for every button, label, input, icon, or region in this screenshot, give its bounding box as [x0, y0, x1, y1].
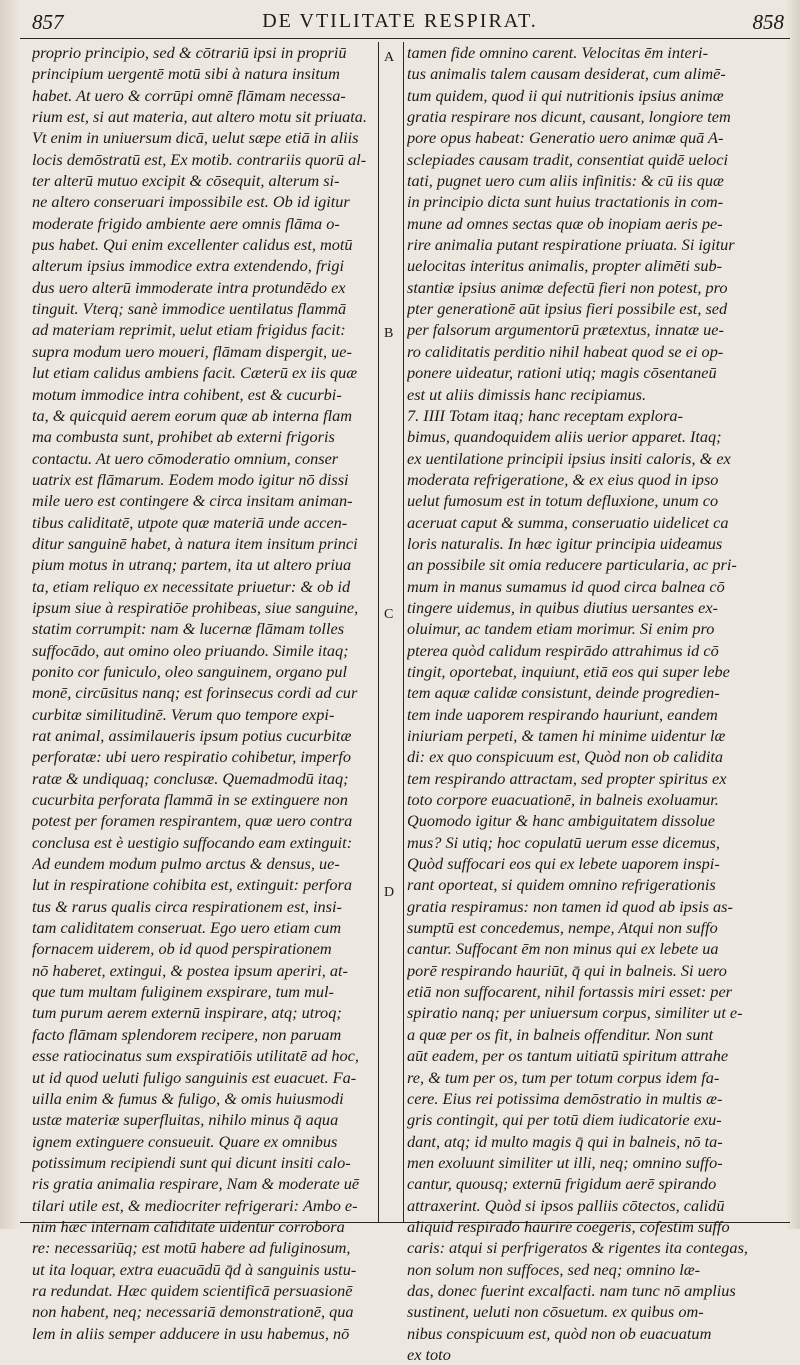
- text-line: mum in manus sumamus id quod circa balnea cō: [407, 576, 725, 596]
- text-line: iniuriam perpeti, & tamen hi minime uidentur læ: [407, 726, 726, 745]
- text-line: tilari utile est, & mediocriter refrigerari: Ambo e-: [32, 1195, 358, 1215]
- column-divider-left: [378, 42, 379, 1222]
- text-line: non solum non suffoces, sed neq; omnino læ-: [407, 1259, 701, 1279]
- text-line: etiā non suffocarent, nihil fortassis miri esset: per: [407, 982, 733, 1002]
- text-line: fornacem uiderem, ob id quod perspirationem: [32, 939, 332, 959]
- text-line: ipsum siue à respiratiōe prohibeas, siue sanguine,: [32, 597, 359, 617]
- text-line: uilla enim & fumus & fuligo, & omis huiusmodi: [32, 1088, 344, 1108]
- text-line: tus animalis talem causam desiderat, cum alimē-: [407, 64, 726, 84]
- text-line: contactu. At uero cōmoderatio omnium, conser: [32, 448, 339, 468]
- text-line: caris: atqui si perfrigeratos & rigentes ita contegas,: [407, 1238, 748, 1258]
- text-line: an possibile sit omia reducere particularia, ac pri-: [407, 555, 737, 575]
- text-line: tum purum aerem externū inspirare, atq; utroq;: [32, 1003, 342, 1023]
- text-line: tam caliditatem conseruat. Ego uero etiam cum: [32, 918, 342, 938]
- text-line: mune ad omnes sectas quæ ob inopiam aeris pe-: [407, 213, 723, 233]
- section-marker-d: D: [384, 885, 395, 900]
- text-line: gratia respiramus: non tamen id quod ab ipsis as-: [407, 896, 733, 916]
- text-line: ut id quod ueluti fuligo sanguinis est euacuet. Fa-: [32, 1067, 357, 1087]
- column-divider-right: [403, 42, 404, 1222]
- text-line: uelocitas interitus animalis, propter alimēti sub-: [407, 256, 723, 276]
- text-line: sustinent, ueluti non cōsuetum. ex quibus om-: [407, 1302, 704, 1322]
- text-line: sumptū est concedemus, nempe, Atqui non suffo: [407, 918, 718, 938]
- text-line: attraxerint. Quòd si ipsos palliis cōtectos, calidū: [407, 1195, 725, 1215]
- text-line: stantiæ ipsius animæ defectū fieri non potest, pro: [407, 277, 728, 297]
- text-line: motum immodice intra cohibent, est & cucurbi-: [32, 384, 342, 404]
- text-line: rire animalia putant respiratione priuata. Si igitur: [407, 235, 735, 255]
- text-line: potest per foramen respirantem, quæ uero contra: [32, 811, 353, 831]
- text-line: per falsorum argumentorū prætextus, innatæ ue-: [407, 320, 724, 340]
- text-line: rium est, si aut materia, aut altero motu sit priuata.: [32, 107, 367, 127]
- text-line: moderata refrigeratione, & ex eius quod in ipso: [407, 469, 719, 489]
- text-line: tem respirando attractam, sed propter spiritus ex: [407, 768, 727, 788]
- text-line: 7. IIII Totam itaq; hanc receptam explora-: [407, 405, 683, 425]
- running-title: DE VTILITATE RESPIRAT.: [262, 10, 538, 32]
- text-line: Quòd suffocari eos qui ex lebete uaporem inspi-: [407, 854, 720, 874]
- text-line: loris naturalis. In hæc igitur principia uideamus: [407, 533, 723, 553]
- text-line: cantur. Suffocant ēm non minus qui ex lebete ua: [407, 939, 719, 959]
- text-line: porē respirando hauriūt, q̄ qui in balneis. Si uero: [407, 960, 727, 980]
- text-line: suffocādo, aut omino oleo priuando. Simile itaq;: [32, 640, 349, 660]
- text-line: nibus conspicuum est, quòd non ob euacuatum: [407, 1323, 712, 1343]
- text-line: lut etiam calidus ambiens facit. Cæterū ex iis quæ: [32, 363, 358, 383]
- text-line: mile uero est contingere & circa insitam animan-: [32, 491, 353, 511]
- text-line: tingit, oportebat, inquiunt, etiā eos qui super lebe: [407, 661, 730, 681]
- text-line: tem inde uaporem respirando hauriunt, eandem: [407, 704, 718, 724]
- text-line: mus? Si utiq; hoc copulatū uerum esse dicemus,: [407, 832, 720, 852]
- text-line: ponito cor funiculo, oleo sanguinem, organo pul: [32, 661, 348, 681]
- text-line: esse ratiocinatus sum exspiratiōis utilitatē ad hoc,: [32, 1046, 359, 1066]
- text-line: locis demōstratū est, Ex motib. contrariis quorū al-: [32, 149, 367, 169]
- text-line: toto corpore euacuationē, in balneis exoluamur.: [407, 790, 719, 810]
- text-line: ta, etiam reliquo ex necessitate priuetur: & ob id: [32, 576, 351, 596]
- running-header: [0, 8, 800, 42]
- text-line: tinguit. Vterq; sanè immodice uentilatus flammā: [32, 299, 347, 319]
- text-line: statim corrumpit: nam & lucernæ flāmam tolles: [32, 619, 345, 639]
- text-line: gris contingit, qui per totū diem iudicatorie exu-: [407, 1110, 722, 1130]
- text-line: que tum multam fuliginem exspirare, tum mul-: [32, 982, 334, 1002]
- text-line: dant, atq; id multo magis q̄ qui in balneis, nō ta-: [407, 1131, 723, 1151]
- text-line: proprio principio, sed & cōtrariū ipsi in propriū: [32, 43, 347, 62]
- page-number-left: 857: [32, 10, 64, 34]
- text-line: nō haberet, extingui, & postea ipsum aperiri, at-: [32, 960, 348, 980]
- text-line: uatrix est flāmarum. Eodem modo igitur nō dissi: [32, 469, 349, 489]
- text-line: lem in aliis semper adducere in usu habemus, nō: [32, 1323, 350, 1343]
- text-line: tibus caliditatē, utpote quæ materiā unde accen-: [32, 512, 348, 532]
- text-line: das, donec fuerint excalfacti. nam tunc nō amplius: [407, 1280, 736, 1300]
- text-line: principium uergentē motū sibi à natura insitum: [32, 64, 340, 84]
- text-line: dus uero alterū immoderate intra protundēdo ex: [32, 277, 346, 297]
- text-line: lut in respiratione cohibita est, extinguit: perfora: [32, 875, 353, 895]
- section-marker-b: B: [384, 326, 394, 341]
- bottom-rule: [20, 1222, 790, 1223]
- text-line: non habent, neq; necessariā demonstrationē, qua: [32, 1302, 354, 1322]
- right-text-column: [407, 42, 769, 1365]
- text-line: rant oporteat, si quidem omnino refrigerationis: [407, 875, 716, 895]
- text-line: ut ita loquar, extra euacuādū q̄d à sanguinis ustu-: [32, 1259, 357, 1279]
- text-line: rat animal, assimilaueris ipsum potius cucurbitæ: [32, 726, 352, 745]
- text-line: Quomodo igitur & hanc ambiguitatem dissolue: [407, 811, 715, 831]
- text-line: spiratio nanq; per uniuersum corpus, similiter ut e-: [407, 1003, 743, 1023]
- text-line: in principio dicta sunt huius tractationis in com-: [407, 192, 724, 212]
- text-line: re, & tum per os, tum per totum corpus idem fa-: [407, 1067, 720, 1087]
- page-edge-right: [786, 0, 800, 1229]
- text-line: ignem extinguere consueuit. Quare ex omnibus: [32, 1131, 338, 1151]
- text-line: moderate frigido ambiente aere omnis flāma o-: [32, 213, 340, 233]
- text-line: pter generationē aūt ipsius fieri possibile est, sed: [407, 299, 728, 319]
- text-line: habet. At uero & corrūpi omnē flāmam necessa-: [32, 85, 346, 105]
- text-line: aūt eadem, per os tantum uitiatū spiritum attrahe: [407, 1046, 729, 1066]
- text-line: cantur, quousq; externū frigidum aerē spirando: [407, 1174, 717, 1194]
- text-line: ratæ & undiquaq; conclusæ. Quemadmodū itaq;: [32, 768, 349, 788]
- text-line: perforatæ: ubi uero respiratio cohibetur, imperfo: [32, 747, 351, 767]
- text-line: tus & rarus qualis circa respirationem est, insi-: [32, 896, 342, 916]
- text-line: monē, circūsitus nanq; est forinsecus cordi ad cur: [32, 683, 358, 703]
- text-line: ponere uideatur, rationi utiq; magis cōsentaneū: [407, 363, 717, 383]
- text-line: ris gratia animalia respirare, Nam & moderate uē: [32, 1174, 360, 1194]
- page-number-right: 858: [752, 10, 784, 34]
- text-line: facto flāmam splendorem recipere, non paruam: [32, 1024, 342, 1044]
- text-line: gratia respirare nos dicunt, causant, longiore tem: [407, 107, 731, 127]
- text-line: ma combusta sunt, prohibet ab externi frigoris: [32, 427, 335, 447]
- text-line: nim hæc internam caliditatē uidentur corrobora: [32, 1216, 345, 1236]
- text-line: alterum ipsius immodice extra extendendo, frigi: [32, 256, 344, 276]
- text-line: aliquid respirādo haurire coegeris, cōfestim suffo: [407, 1216, 730, 1236]
- text-line: ditur sanguinē habet, à natura item insitum princi: [32, 533, 358, 553]
- page-edge-left: [0, 0, 20, 1229]
- text-line: cucurbita perforata flammā in se extinguere non: [32, 790, 348, 810]
- text-line: tum quidem, quod ii qui nutritionis ipsius animæ: [407, 85, 724, 105]
- text-line: conclusa est è uestigio suffocando eam extinguit:: [32, 832, 353, 852]
- text-line: ex uentilatione principii ipsius insiti caloris, & ex: [407, 448, 731, 468]
- text-line: sclepiades causam tradit, consentiat quidē ueloci: [407, 149, 729, 169]
- text-line: ter alterū mutuo excipit & cōsequit, alterum si-: [32, 171, 340, 191]
- text-line: ro caliditatis perditio nihil habeat quod se ei op-: [407, 341, 724, 361]
- text-line: ex toto: [407, 1344, 451, 1364]
- text-line: supra modum uero moueri, flāmam dispergit, ue-: [32, 341, 352, 361]
- text-line: a quæ per os fit, in balneis offenditur. Non sunt: [407, 1024, 714, 1044]
- left-text-column: [32, 42, 380, 1344]
- text-line: Vt enim in uniuersum dicā, uelut sæpe etiā in aliis: [32, 128, 359, 148]
- text-line: curbitæ similitudinē. Verum quo tempore expi-: [32, 704, 335, 724]
- text-line: bimus, quandoquidem aliis uerior apparet. Itaq;: [407, 427, 722, 447]
- text-line: est ut aliis dimissis hanc recipiamus.: [407, 384, 647, 404]
- text-line: tem aquæ calidæ consistunt, deinde progredien-: [407, 683, 720, 703]
- text-line: pium motus in utranq; partem, ita ut altero priua: [32, 555, 352, 575]
- text-line: di: ex quo conspicuum est, Quòd non ob calidita: [407, 747, 724, 767]
- header-rule: [20, 38, 790, 39]
- text-line: potissimum recipiendi sunt qui dicunt insiti calo-: [32, 1152, 351, 1172]
- text-line: pterea quòd calidum respirādo attrahimus id cō: [407, 640, 719, 660]
- section-marker-a: A: [384, 50, 395, 65]
- text-line: ra redundat. Hæc quidem scientificā persuasionē: [32, 1280, 353, 1300]
- text-line: men exoluunt similiter ut illi, neq; omnino suffo-: [407, 1152, 723, 1172]
- text-line: Ad eundem modum pulmo arctus & densus, ue-: [32, 854, 340, 874]
- text-line: pus habet. Qui enim excellenter calidus est, motū: [32, 235, 353, 255]
- text-line: cere. Eius rei potissima demōstratio in multis æ-: [407, 1088, 723, 1108]
- text-line: tati, pugnet uero cum aliis infinitis: & cū iis quæ: [407, 171, 724, 191]
- text-line: ta, & quicquid aerem eorum quæ ab interna flam: [32, 405, 353, 425]
- text-line: re: necessariūq; est motū habere ad fuliginosum,: [32, 1238, 351, 1258]
- text-line: ne altero conseruari impossibile est. Ob id igitur: [32, 192, 350, 212]
- text-line: aceruat caput & summa, conseruatio uidelicet ca: [407, 512, 729, 532]
- text-line: ustæ materiæ superfluitas, nihilo minus q̄ aqua: [32, 1110, 339, 1130]
- text-line: oluimur, ac tandem etiam morimur. Si enim pro: [407, 619, 715, 639]
- text-line: tingere uidemus, in quibus diutius uersantes ex-: [407, 597, 718, 617]
- text-line: uelut fumosum est in totum defluxione, unum co: [407, 491, 719, 511]
- text-line: tamen fide omnino carent. Velocitas ēm interi-: [407, 43, 708, 62]
- section-marker-c: C: [384, 607, 394, 622]
- text-line: ad materiam reprimit, uelut etiam frigidus facit:: [32, 320, 346, 340]
- text-line: pore opus habeat: Generatio uero animæ quā A-: [407, 128, 724, 148]
